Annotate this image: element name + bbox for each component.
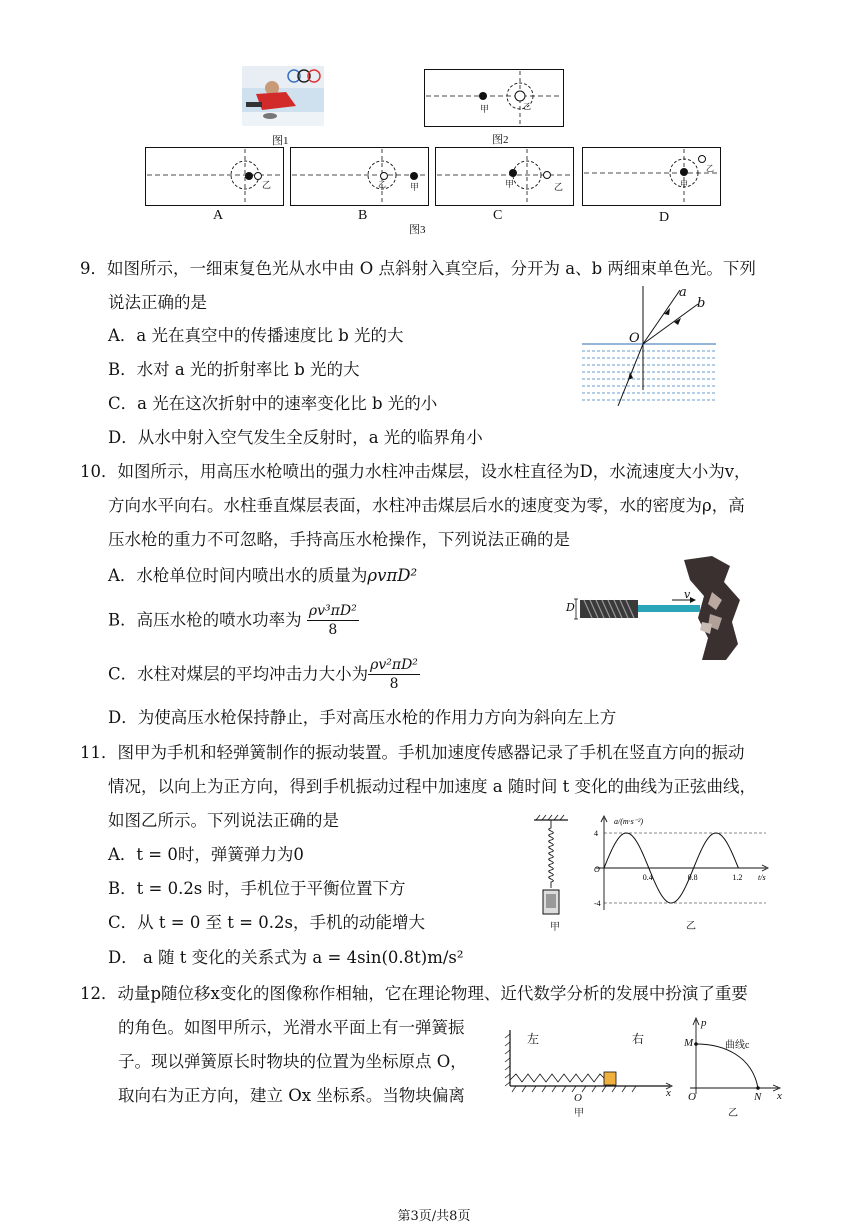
- figure-3-a-letter: A: [213, 208, 224, 223]
- q12-fig-yi-m: M: [684, 1037, 694, 1049]
- q11-chart-ylabel: a/(m·s⁻²): [614, 817, 644, 826]
- figure-3-panel-b: [290, 147, 429, 206]
- q10-option-b-denominator: 8: [328, 622, 338, 638]
- q10-option-c-denominator: 8: [389, 676, 399, 692]
- q11-chart-svg: [592, 814, 784, 914]
- q11-option-c: C．从 t = 0 至 t = 0.2s，手机的动能增大: [108, 913, 425, 932]
- page-footer: 第3页/共8页: [397, 1209, 471, 1224]
- q10-stem-line3: 压水枪的重力不可忽略，手持高压水枪操作，下列说法正确的是: [108, 530, 570, 549]
- q9-option-d: D．从水中射入空气发生全反射时，a 光的临界角小: [108, 428, 483, 447]
- q11-chart-x-tick-0: 0.4: [642, 873, 653, 882]
- figure-1-photo: [242, 66, 324, 126]
- figure-3-panel-d: [582, 147, 721, 206]
- q9-option-b: B．水对 a 光的折射率比 b 光的大: [108, 360, 360, 379]
- q10-option-c-text: C．水柱对煤层的平均冲击力大小为: [108, 664, 369, 684]
- q9-stem-line2: 说法正确的是: [108, 293, 207, 312]
- figure-2: [424, 69, 564, 127]
- figure-3-b-letter: B: [358, 208, 368, 223]
- q11-acceleration-chart: [592, 814, 784, 914]
- q9-label-o: O: [629, 331, 640, 346]
- q12-fig-jia-left: 左: [527, 1032, 540, 1046]
- figure-2-label-jia: 甲: [480, 104, 490, 114]
- q10-option-c-fraction: [368, 656, 420, 693]
- figure-3-b-left-label: 乙: [378, 180, 386, 189]
- figure-1-caption: 图1: [272, 135, 289, 147]
- figure-3-d-left-label: 甲: [680, 180, 688, 189]
- q12-fig-yi-x: x: [777, 1090, 782, 1102]
- q12-stem-line3: 子。现以弹簧原长时物块的位置为坐标原点 O，: [118, 1052, 467, 1071]
- figure-3-caption: 图3: [409, 224, 426, 236]
- q10-option-c: [108, 656, 420, 693]
- q9-label-a: a: [679, 285, 687, 300]
- figure-3-panel-a: [145, 147, 284, 206]
- q11-fig-yi-caption: 乙: [686, 921, 696, 932]
- figure-3-c-right-label: 乙: [554, 182, 564, 192]
- q10-water-gun-figure: [562, 552, 744, 662]
- figure-3-d-letter: D: [659, 210, 670, 225]
- figure-3-c-letter: C: [493, 208, 503, 223]
- q12-fig-jia-caption: 甲: [574, 1108, 584, 1119]
- q12-fig-jia-right: 右: [632, 1032, 645, 1046]
- figure-3-b-right-label: 甲: [410, 182, 420, 192]
- q10-label-d: D: [566, 601, 575, 614]
- q12-stem-line2: 的角色。如图甲所示，光滑水平面上有一弹簧振: [118, 1018, 465, 1037]
- q12-fig-jia-o: O: [574, 1092, 582, 1104]
- q10-option-d: D．为使高压水枪保持静止，手对高压水枪的作用力方向为斜向左上方: [108, 708, 617, 727]
- q11-chart-y-tick-1: -4: [594, 899, 601, 908]
- q11-stem-line2: 情况，以向上为正方向，得到手机振动过程中加速度 a 随时间 t 变化的曲线为正弦曲线，: [108, 777, 756, 796]
- q9-refraction-figure: [582, 284, 716, 408]
- q11-chart-x-tick-1: 0.8: [687, 873, 698, 882]
- q11-stem-line3: 如图乙所示。下列说法正确的是: [108, 811, 339, 830]
- q10-stem-line2: 方向水平向右。水柱垂直煤层表面，水柱冲击煤层后水的速度变为零，水的密度为ρ，高: [108, 496, 745, 515]
- q10-option-a-formula: ρvπD²: [367, 566, 418, 585]
- q10-option-b: [108, 602, 359, 639]
- q11-option-b: B．t = 0.2s 时，手机位于平衡位置下方: [108, 879, 406, 898]
- q9-option-c: C．a 光在这次折射中的速率变化比 b 光的小: [108, 394, 438, 413]
- q12-fig-yi-p: p: [701, 1017, 707, 1029]
- q11-spring-figure: [528, 814, 574, 920]
- q12-fig-yi-curve: 曲线c: [725, 1040, 750, 1051]
- q11-option-d: D． a 随 t 变化的关系式为 a = 4sin(0.8t)m/s²: [108, 948, 464, 967]
- q10-option-b-fraction: [307, 602, 359, 639]
- q11-chart-x-tick-2: 1.2: [732, 873, 743, 882]
- q12-fig-yi-o: O: [688, 1091, 696, 1103]
- q10-option-a-text: A．水枪单位时间内喷出水的质量为: [108, 566, 368, 585]
- q12-fig-jia-x: x: [666, 1087, 671, 1099]
- q12-stem-line4: 取向右为正方向，建立 Ox 坐标系。当物块偏离: [118, 1086, 465, 1105]
- q11-option-a: A．t = 0时，弹簧弹力为0: [108, 845, 304, 864]
- q9-option-a: A．a 光在真空中的传播速度比 b 光的大: [108, 326, 404, 345]
- q10-label-v: v: [684, 588, 691, 601]
- q11-chart-y-tick-0: 4: [594, 829, 598, 838]
- figure-2-caption: 图2: [492, 134, 509, 146]
- q9-stem-line1: 9．如图所示，一细束复色光从水中由 O 点斜射入真空后，分开为 a、b 两细束单色光。下列: [80, 259, 756, 278]
- q12-fig-yi-n: N: [754, 1091, 762, 1103]
- figure-2-label-yi: 乙: [523, 102, 531, 111]
- q11-fig-jia-caption: 甲: [550, 922, 560, 933]
- figure-3-c-left-label: 甲: [505, 179, 515, 189]
- q10-option-c-numerator: ρv²πD²: [370, 657, 418, 673]
- q10-option-b-numerator: ρv³πD²: [308, 603, 357, 619]
- q9-label-b: b: [697, 296, 706, 311]
- q10-option-a: [108, 566, 417, 586]
- q11-chart-xlabel: t/s: [758, 873, 766, 882]
- q11-stem-line1: 11．图甲为手机和轻弹簧制作的振动装置。手机加速度传感器记录了手机在竖直方向的振动: [80, 743, 745, 762]
- q11-chart-origin: O: [594, 865, 600, 874]
- q10-stem-line1: 10．如图所示，用高压水枪喷出的强力水柱冲击煤层，设水柱直径为D，水流速度大小为v，: [80, 462, 751, 481]
- figure-3-a-label: 乙: [262, 180, 272, 190]
- q10-option-b-text: B．高压水枪的喷水功率为: [108, 610, 302, 630]
- figure-3-d-right-label: 乙: [706, 164, 714, 173]
- q12-stem-line1: 12．动量p随位移x变化的图像称作相轴，它在理论物理、近代数学分析的发展中扮演了重要: [80, 984, 748, 1003]
- q12-fig-yi-caption: 乙: [728, 1108, 738, 1119]
